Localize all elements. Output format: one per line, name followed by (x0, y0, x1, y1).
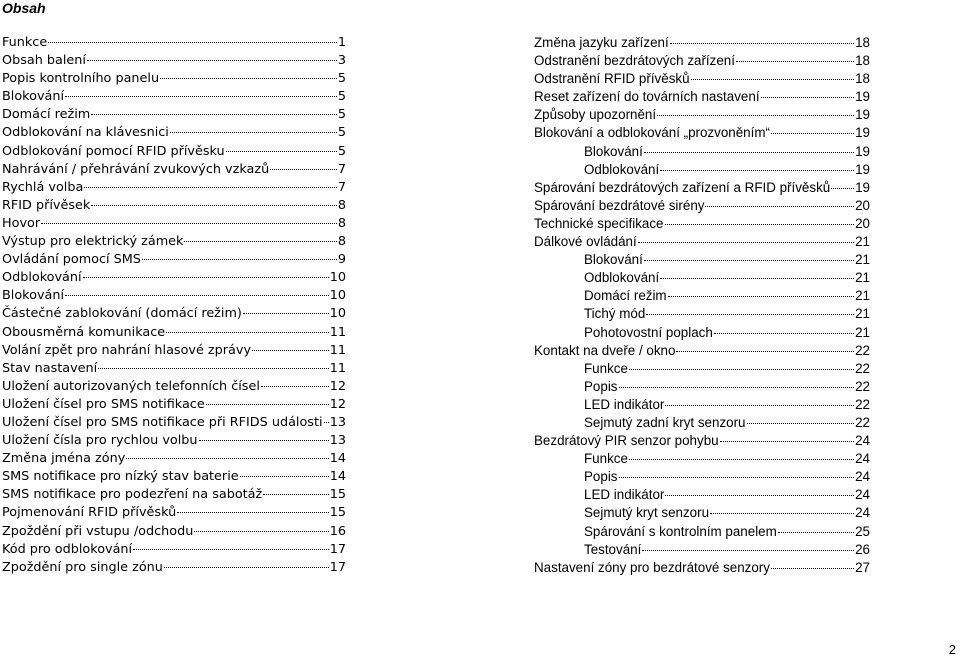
toc-entry-title: Tichý mód (584, 306, 646, 322)
toc-leader-dots (87, 60, 337, 61)
toc-entry[interactable] (2, 486, 346, 504)
toc-entry-page: 10 (329, 306, 346, 322)
toc-entry-title: Odblokování na klávesnici (2, 125, 169, 141)
toc-entry[interactable] (534, 541, 870, 559)
toc-entry-title: Obsah balení (2, 53, 86, 69)
toc-entry-title: LED indikátor (584, 487, 665, 503)
toc-entry[interactable] (534, 523, 870, 541)
toc-entry[interactable] (2, 523, 346, 541)
toc-entry-page: 19 (855, 107, 870, 123)
toc-entry[interactable] (534, 70, 870, 88)
toc-entry-page: 25 (855, 523, 870, 539)
toc-entry-page: 22 (855, 360, 870, 376)
toc-entry-title: Sejmutý zadní kryt senzoru (584, 414, 746, 430)
toc-entry-title: Odblokování (2, 270, 82, 286)
toc-entry-title: Popis (584, 378, 618, 394)
toc-entry[interactable] (2, 161, 346, 179)
toc-entry-title: Domácí režim (2, 107, 91, 123)
toc-entry[interactable] (534, 504, 870, 522)
toc-entry-page: 21 (855, 234, 870, 250)
toc-entry-page: 5 (337, 107, 346, 123)
toc-entry[interactable] (534, 233, 870, 251)
toc-leader-dots (270, 169, 337, 170)
toc-entry-title: RFID přívěsek (2, 197, 91, 213)
toc-leader-dots (206, 404, 329, 405)
toc-entry-title: Dálkové ovládání (534, 234, 637, 250)
toc-entry[interactable] (2, 215, 346, 233)
toc-entry[interactable] (534, 432, 870, 450)
toc-entry[interactable] (2, 269, 346, 287)
toc-entry-page: 21 (855, 324, 870, 340)
toc-entry-title: Odstranění bezdrátových zařízení (534, 53, 735, 69)
toc-leader-dots (691, 79, 855, 80)
toc-leader-dots (98, 368, 328, 369)
toc-entry-page: 13 (329, 414, 346, 430)
toc-entry-title: Funkce (584, 360, 628, 376)
toc-entry-title: Spárování bezdrátové sirény (534, 197, 705, 213)
toc-leader-dots (65, 96, 337, 97)
toc-entry[interactable] (534, 197, 870, 215)
toc-entry-page: 3 (337, 53, 346, 69)
toc-entry-page: 24 (855, 451, 870, 467)
toc-entry-page: 19 (855, 125, 870, 141)
toc-leader-dots (160, 78, 337, 79)
toc-entry-page: 19 (855, 89, 870, 105)
toc-entry-title: Odblokování pomocí RFID přívěsku (2, 143, 225, 159)
toc-entry-page: 8 (337, 234, 346, 250)
toc-leader-dots (665, 224, 855, 225)
toc-entry[interactable] (2, 342, 346, 360)
toc-entry-page: 22 (855, 378, 870, 394)
toc-leader-dots (252, 350, 329, 351)
toc-entry[interactable] (2, 52, 346, 70)
toc-entry-title: Částečné zablokování (domácí režim) (2, 306, 242, 322)
toc-leader-dots (644, 152, 854, 153)
toc-entry-page: 20 (855, 197, 870, 213)
toc-entry[interactable] (534, 269, 870, 287)
toc-entry-title: Zpoždění při vstupu /odchodu (2, 523, 194, 539)
toc-leader-dots (644, 260, 854, 261)
toc-entry-title: Blokování (2, 89, 65, 105)
toc-entry[interactable] (2, 179, 346, 197)
toc-leader-dots (710, 513, 854, 514)
toc-leader-dots (83, 277, 329, 278)
toc-entry-page: 21 (855, 306, 870, 322)
toc-entry-page: 22 (855, 342, 870, 358)
toc-entry-title: Bezdrátový PIR senzor pohybu (534, 433, 719, 449)
toc-entry-title: Uložení autorizovaných telefonních čísel (2, 378, 260, 394)
page-title: Obsah (2, 0, 46, 16)
toc-entry[interactable] (2, 233, 346, 251)
toc-leader-dots (263, 494, 328, 495)
toc-entry-page: 18 (855, 71, 870, 87)
toc-entry-title: Uložení čísel pro SMS notifikace při RFIDS události (2, 414, 323, 430)
toc-leader-dots (619, 387, 855, 388)
toc-entry-page: 9 (337, 252, 346, 268)
toc-entry-title: Reset zařízení do továrních nastavení (534, 89, 760, 105)
toc-entry[interactable] (534, 396, 870, 414)
toc-entry[interactable] (534, 52, 870, 70)
toc-entry-title: Rychlá volba (2, 179, 84, 195)
toc-entry-title: Technické specifikace (534, 215, 664, 231)
toc-leader-dots (184, 241, 336, 242)
toc-leader-dots (177, 512, 329, 513)
toc-entry[interactable] (2, 287, 346, 305)
toc-leader-dots (142, 259, 337, 260)
toc-left-column (2, 34, 346, 577)
toc-entry-title: Způsoby upozornění (534, 107, 657, 123)
toc-entry-title: Obousměrná komunikace (2, 324, 166, 340)
toc-entry-page: 24 (855, 469, 870, 485)
toc-entry[interactable] (2, 305, 346, 323)
toc-entry[interactable] (534, 486, 870, 504)
toc-entry[interactable] (534, 179, 870, 197)
toc-entry-page: 10 (329, 270, 346, 286)
toc-leader-dots (91, 114, 337, 115)
toc-entry-page: 21 (855, 252, 870, 268)
toc-entry-title: Blokování (584, 252, 643, 268)
toc-entry-page: 5 (337, 71, 346, 87)
toc-leader-dots (761, 97, 855, 98)
toc-entry-page: 24 (855, 433, 870, 449)
toc-entry-page: 26 (855, 541, 870, 557)
toc-leader-dots (831, 188, 854, 189)
toc-leader-dots (720, 441, 855, 442)
toc-leader-dots (226, 151, 337, 152)
toc-entry-title: Odstranění RFID přívěsků (534, 71, 690, 87)
toc-entry-title: Stav nastavení (2, 360, 98, 376)
toc-entry-page: 12 (329, 396, 346, 412)
toc-right-column (534, 34, 870, 577)
toc-entry-page: 27 (855, 559, 870, 575)
toc-leader-dots (41, 223, 337, 224)
toc-entry[interactable] (2, 124, 346, 142)
toc-entry[interactable] (534, 34, 870, 52)
toc-leader-dots (166, 332, 329, 333)
toc-leader-dots (676, 351, 854, 352)
toc-leader-dots (133, 549, 329, 550)
toc-leader-dots (665, 495, 854, 496)
toc-entry-title: Popis kontrolního panelu (2, 71, 160, 87)
toc-entry-title: Uložení čísla pro rychlou volbu (2, 433, 198, 449)
toc-entry-page: 18 (855, 35, 870, 50)
toc-entry-page: 20 (855, 215, 870, 231)
toc-leader-dots (199, 440, 329, 441)
toc-entry-page: 7 (337, 179, 346, 195)
toc-leader-dots (629, 369, 854, 370)
toc-entry-title: Testování (584, 541, 642, 557)
toc-entry-title: Pojmenování RFID přívěsků (2, 505, 177, 521)
toc-entry-title: Sejmutý kryt senzoru (584, 505, 710, 521)
toc-leader-dots (170, 132, 337, 133)
toc-entry-page: 21 (855, 270, 870, 286)
toc-entry[interactable] (2, 504, 346, 522)
toc-leader-dots (84, 187, 337, 188)
toc-entry-page: 10 (329, 288, 346, 304)
toc-entry-title: SMS notifikace pro nízký stav baterie (2, 469, 239, 485)
toc-entry-title: Volání zpět pro nahrání hlasové zprávy (2, 342, 252, 358)
toc-leader-dots (705, 206, 854, 207)
toc-entry[interactable] (2, 541, 346, 559)
toc-entry[interactable] (534, 342, 870, 360)
toc-leader-dots (665, 405, 854, 406)
toc-entry[interactable] (2, 70, 346, 88)
toc-entry[interactable] (2, 396, 346, 414)
toc-entry-title: Blokování a odblokování „prozvoněním“ (534, 125, 770, 141)
toc-entry-page: 5 (337, 89, 346, 105)
toc-leader-dots (164, 567, 329, 568)
toc-leader-dots (747, 423, 855, 424)
toc-entry[interactable] (534, 88, 870, 106)
toc-entry[interactable] (534, 161, 870, 179)
toc-leader-dots (660, 278, 854, 279)
toc-leader-dots (771, 568, 854, 569)
toc-entry-page: 21 (855, 288, 870, 304)
toc-leader-dots (243, 313, 329, 314)
toc-entry-title: Hovor (2, 215, 41, 231)
toc-leader-dots (642, 550, 854, 551)
toc-entry-title: Zpoždění pro single zónu (2, 559, 163, 575)
toc-leader-dots (736, 61, 854, 62)
toc-entry[interactable] (2, 251, 346, 269)
toc-leader-dots (324, 422, 329, 423)
toc-entry-page: 14 (329, 451, 346, 467)
toc-entry-title: Funkce (584, 451, 628, 467)
toc-entry-page: 19 (855, 179, 870, 195)
toc-entry-title: Pohotovostní poplach (584, 324, 713, 340)
toc-entry[interactable] (2, 468, 346, 486)
toc-entry-title: Spárování s kontrolním panelem (584, 523, 777, 539)
toc-entry-title: Kontakt na dveře / okno (534, 342, 676, 358)
toc-entry[interactable] (2, 559, 346, 577)
toc-leader-dots (778, 532, 854, 533)
toc-leader-dots (629, 459, 854, 460)
toc-entry-page: 11 (329, 342, 346, 358)
toc-entry-page: 14 (329, 469, 346, 485)
toc-entry-title: Spárování bezdrátových zařízení a RFID přívěsků (534, 179, 831, 195)
toc-entry-title: Odblokování (584, 270, 660, 286)
toc-entry-title: Blokování (2, 288, 65, 304)
toc-entry[interactable] (534, 450, 870, 468)
toc-entry[interactable] (534, 287, 870, 305)
toc-leader-dots (91, 205, 337, 206)
toc-entry-page: 7 (337, 161, 346, 177)
toc-entry[interactable] (2, 34, 346, 52)
toc-entry-page: 17 (329, 559, 346, 575)
toc-entry-title: Změna jazyku zařízení (534, 35, 669, 50)
toc-entry-page: 17 (329, 541, 346, 557)
toc-leader-dots (65, 295, 329, 296)
toc-leader-dots (657, 115, 854, 116)
toc-entry[interactable] (534, 378, 870, 396)
toc-entry[interactable] (534, 305, 870, 323)
toc-entry[interactable] (2, 360, 346, 378)
toc-entry-title: Ovládání pomocí SMS (2, 252, 141, 268)
toc-entry[interactable] (534, 251, 870, 269)
toc-entry[interactable] (2, 450, 346, 468)
toc-entry-page: 18 (855, 53, 870, 69)
toc-leader-dots (638, 242, 854, 243)
toc-entry-page: 1 (337, 35, 346, 50)
toc-entry[interactable] (2, 324, 346, 342)
toc-entry[interactable] (2, 88, 346, 106)
toc-entry-page: 15 (329, 505, 346, 521)
toc-entry-page: 22 (855, 396, 870, 412)
toc-entry-title: LED indikátor (584, 396, 665, 412)
toc-entry-title: Nahrávání / přehrávání zvukových vzkazů (2, 161, 270, 177)
page-number: 2 (948, 642, 956, 657)
toc-entry-page: 24 (855, 487, 870, 503)
toc-entry-title: SMS notifikace pro podezření na sabotáž (2, 487, 263, 503)
toc-entry[interactable] (2, 414, 346, 432)
toc-entry[interactable] (534, 106, 870, 124)
toc-entry[interactable] (534, 143, 870, 161)
toc-leader-dots (670, 43, 854, 44)
toc-entry-page: 5 (337, 143, 346, 159)
toc-leader-dots (126, 458, 328, 459)
toc-entry[interactable] (2, 378, 346, 396)
toc-entry[interactable] (534, 414, 870, 432)
toc-entry-title: Výstup pro elektrický zámek (2, 234, 184, 250)
toc-entry[interactable] (534, 324, 870, 342)
toc-leader-dots (48, 42, 337, 43)
toc-entry-title: Blokování (584, 143, 643, 159)
toc-entry[interactable] (534, 124, 870, 142)
toc-entry[interactable] (534, 468, 870, 486)
toc-leader-dots (240, 476, 329, 477)
toc-entry-title: Odblokování (584, 161, 660, 177)
toc-entry-page: 24 (855, 505, 870, 521)
toc-entry-title: Popis (584, 469, 618, 485)
toc-leader-dots (714, 333, 854, 334)
toc-leader-dots (646, 314, 854, 315)
toc-entry[interactable] (2, 432, 346, 450)
toc-entry-title: Domácí režim (584, 288, 667, 304)
toc-entry-title: Nastavení zóny pro bezdrátové senzory (534, 559, 770, 575)
toc-entry-page: 8 (337, 197, 346, 213)
toc-entry-page: 19 (855, 161, 870, 177)
toc-leader-dots (660, 170, 854, 171)
toc-leader-dots (619, 477, 855, 478)
toc-entry-page: 19 (855, 143, 870, 159)
toc-entry-page: 11 (329, 324, 346, 340)
toc-entry-page: 5 (337, 125, 346, 141)
toc-entry-page: 12 (329, 378, 346, 394)
toc-entry[interactable] (2, 106, 346, 124)
toc-leader-dots (261, 386, 329, 387)
toc-leader-dots (194, 531, 328, 532)
toc-entry-page: 8 (337, 215, 346, 231)
toc-entry-title: Změna jména zóny (2, 451, 126, 467)
toc-entry-title: Funkce (2, 35, 48, 50)
toc-entry-title: Kód pro odblokování (2, 541, 133, 557)
toc-leader-dots (668, 296, 855, 297)
toc-entry[interactable] (534, 559, 870, 577)
toc-entry-page: 15 (329, 487, 346, 503)
toc-entry-page: 11 (329, 360, 346, 376)
toc-entry[interactable] (534, 360, 870, 378)
toc-entry-page: 22 (855, 414, 870, 430)
toc-entry-page: 16 (329, 523, 346, 539)
toc-entry-title: Uložení čísel pro SMS notifikace (2, 396, 205, 412)
toc-entry[interactable] (2, 143, 346, 161)
toc-entry[interactable] (2, 197, 346, 215)
toc-leader-dots (771, 133, 854, 134)
toc-entry[interactable] (534, 215, 870, 233)
toc-entry-page: 13 (329, 433, 346, 449)
